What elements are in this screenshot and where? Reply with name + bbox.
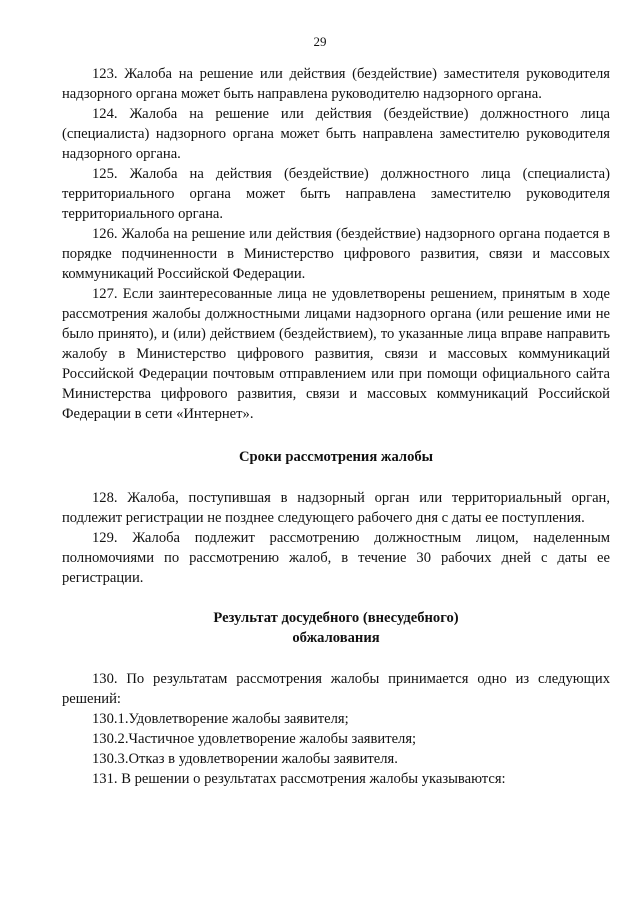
paragraph-128: 128. Жалоба, поступившая в надзорный орган или территориальный орган, подлежит регистрации не позднее следующего рабочего дня с даты ее поступления. bbox=[62, 490, 610, 526]
section-heading-review-terms: Сроки рассмотрения жалобы bbox=[238, 449, 434, 465]
paragraph-127: 127. Если заинтересованные лица не удовлетворены решением, принятым в ходе рассмотрения жалобы должностными лицами надзорного органа (или решение ими не было принято), и (или) действием (бездействием), то указанные лица вправе направить жалобу в Министерство цифрового развития, связи и массовых коммуникаций Российской Федерации почтовым отправлением или при помощи официального сайта Министерства цифрового развития, связи и массовых коммуникаций Российской Федерации в сети «Интернет». bbox=[62, 286, 610, 422]
paragraph-126: 126. Жалоба на решение или действия (бездействие) надзорного органа подается в порядке подчиненности в Министерство цифрового развития, связи и массовых коммуникаций Российской Федерации. bbox=[62, 226, 610, 282]
heading-line-2: обжалования bbox=[292, 630, 380, 646]
paragraph-124: 124. Жалоба на решение или действия (бездействие) должностного лица (специалиста) надзорного органа может быть направлена заместителю руководителя надзорного органа. bbox=[62, 106, 610, 162]
paragraph-130: 130. По результатам рассмотрения жалобы принимается одно из следующих решений: bbox=[62, 671, 610, 707]
section-heading-appeal-result bbox=[62, 608, 610, 648]
paragraph-125: 125. Жалоба на действия (бездействие) должностного лица (специалиста) территориального органа может быть направлена заместителю руководителя территориального органа. bbox=[62, 166, 610, 222]
list-item-130-3: 130.3.Отказ в удовлетворении жалобы заявителя. bbox=[92, 751, 398, 767]
document-body bbox=[62, 64, 610, 789]
list-item-130-1: 130.1.Удовлетворение жалобы заявителя; bbox=[92, 711, 349, 727]
list-item-130-2: 130.2.Частичное удовлетворение жалобы заявителя; bbox=[92, 731, 417, 747]
paragraph-131: 131. В решении о результатах рассмотрения жалобы указываются: bbox=[92, 771, 506, 787]
paragraph-123: 123. Жалоба на решение или действия (бездействие) заместителя руководителя надзорного органа может быть направлена руководителю надзорного органа. bbox=[62, 66, 610, 102]
heading-line-1: Результат досудебного (внесудебного) bbox=[213, 610, 459, 626]
page-number: 29 bbox=[313, 34, 327, 49]
paragraph-129: 129. Жалоба подлежит рассмотрению должностным лицом, наделенным полномочиями по рассмотрению жалоб, в течение 30 рабочих дней с даты ее регистрации. bbox=[62, 530, 610, 586]
